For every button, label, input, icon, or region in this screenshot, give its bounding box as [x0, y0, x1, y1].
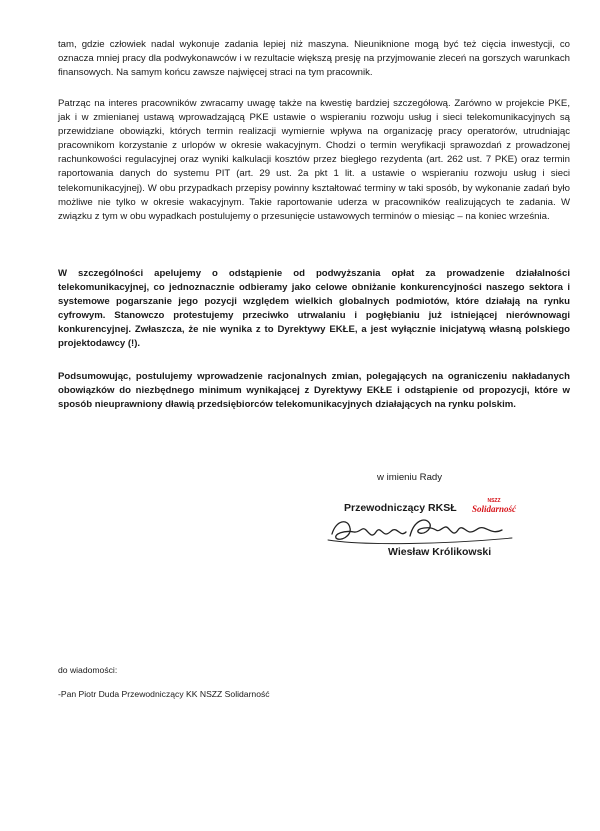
cc-recipient: -Pan Piotr Duda Przewodniczący KK NSZZ Solidarność [58, 689, 270, 699]
svg-text:NSZZ: NSZZ [487, 498, 501, 504]
cc-label: do wiadomości: [58, 665, 118, 675]
handwritten-signature [326, 512, 516, 548]
signatory-title: Przewodniczący RKSŁ [344, 502, 457, 514]
on-behalf-text: w imieniu Rady [377, 472, 443, 483]
paragraph-3: W szczególności apelujemy o odstąpienie od podwyższania opłat za prowadzenie działalności telekomunikacyjnej, co jednoznacznie odbieramy jako celowe obniżanie konkurencyjności naszego sektora i systemowe pogarszanie jego pozycji względem wielkich globalnych podmiotów, które działają na rynku cyfrowym. Stanowczo protestujemy przeciwko utrwalaniu i pogłębianiu już istniejącej nierównowagi konkurencyjnej. Zwłaszcza, że nie wynika z to Dyrektywy EKŁE, a jest wyłącznie inicjatywą własną polskiego projektodawcy (!). [58, 268, 570, 350]
paragraph-4: Podsumowując, postulujemy wprowadzenie racjonalnych zmian, polegających na ograniczeniu nakładanych obowiązków do niezbędnego minimum wynikającej z Dyrektywy EKŁE i odstąpienie od propozycji, które w sposób nieuprawniony dławią przedsiębiorców telekomunikacyjnych działających na rynku polskim. [58, 371, 570, 411]
signatory-name: Wiesław Królikowski [388, 546, 492, 558]
paragraph-1: tam, gdzie człowiek nadal wykonuje zadania lepiej niż maszyna. Nieuniknione mogą być też cięcia inwestycji, co oznacza mniej pracy dla podwykonawców i w rezultacie większą presję na przyjmowanie zleceń na gorszych warunkach finansowych. Na samym końcu zawsze najwięcej straci na tym pracownik. [58, 39, 570, 79]
paragraph-2: Patrząc na interes pracowników zwracamy uwagę także na kwestię bardziej szczegółową. Zarówno w projekcie PKE, jak i w zmienianej ustawą wprowadzającą PKE ustawie o wspieraniu rozwoju usług i sieci telekomunikacyjnych są przewidziane obowiązki, których termin realizacji wymiernie wpływa na organizację pracy operatorów, utrudniając pracownikom korzystanie z urlopów w okresie wakacyjnym. Chodzi o termin weryfikacji sprawozdań z prowadzonej rachunkowości regulacyjnej oraz wyniki kalkulacji kosztów przez biegłego rezydenta (art. 262 ust. 7 PKE) oraz termin raportowania danych do systemu PIT (art. 29 ust. 2a pkt 1 lit. a ustawie o wspieraniu rozwoju usług i sieci telekomunikacyjnej). W obu przypadkach przepisy powinny kształtować terminy w taki sposób, by wykonanie zadań było możliwe nie tylko w okresie wakacyjnym. Takie raportowanie uderza w pracowników realizujących te zadania. W związku z tym w obu wypadkach postulujemy o przesunięcie ustawowych terminów o miesiąc – na koniec września. [58, 98, 570, 222]
logo-lettering: Solidarność [471, 504, 517, 514]
